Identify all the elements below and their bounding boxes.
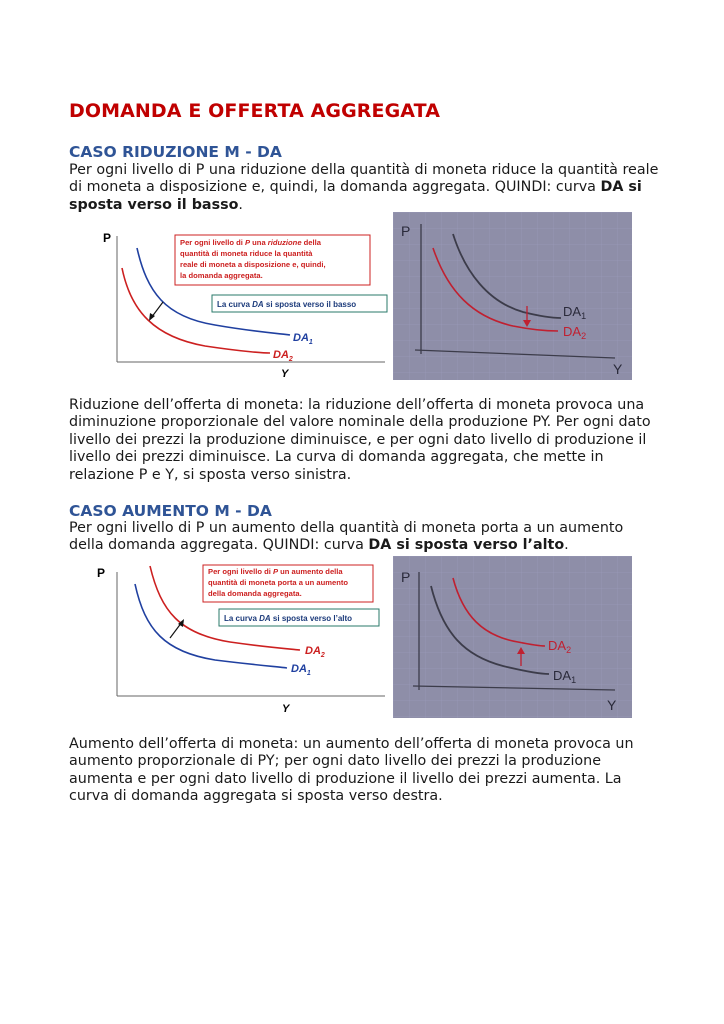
photo2-label-da1: $DA_1$ — [553, 668, 577, 685]
section2-intro — [69, 520, 659, 555]
photo1-ylabel: P — [401, 223, 411, 239]
chart2-note-line2: quantità di moneta porta a un aumento — [208, 578, 349, 587]
section2-intro-text: Per ogni livello di P un aumento della quantità di moneta porta a un aumento della domanda aggregata. QUINDI: curva — [69, 520, 624, 554]
section1-intro-end: . — [238, 196, 243, 213]
chart2-shift-text: La curva DA si sposta verso l’alto — [224, 614, 353, 623]
page-title: DOMANDA E OFFERTA AGGREGATA — [69, 100, 441, 122]
chart2-label-da2: $DA_2$ — [305, 645, 325, 659]
photo2-grid — [393, 556, 632, 718]
section1-intro — [69, 162, 659, 214]
chart-increase — [95, 562, 395, 722]
photo1-xlabel: Y — [613, 361, 623, 377]
chart2-note-line3: della domanda aggregata. — [208, 589, 302, 598]
chart1-shift-text: La curva DA si sposta verso il basso — [217, 300, 357, 309]
photo1-label-da2: $DA_2$ — [563, 324, 587, 341]
chart1-label-da2: $DA_2$ — [273, 349, 293, 363]
photo1-label-da1: $DA_1$ — [563, 304, 587, 321]
chart-reduction — [95, 222, 395, 382]
section2-paragraph: Aumento dell’offerta di moneta: un aumento dell’offerta di moneta provoca un aumento proporzionale di PY; per ogni dato livello dei prezzi la produzione aumenta e per ogni dato livello di produzione il livello dei prezzi aumenta. La curva di domanda aggregata si sposta verso destra. — [69, 736, 634, 805]
chart1-note-line1: Per ogni livello di P una riduzione della — [180, 238, 321, 247]
chart2-xlabel: Y — [282, 703, 290, 715]
section2-intro-end: . — [564, 537, 569, 554]
section1-intro-text: Per ogni livello di P una riduzione della quantità di moneta riduce la quantità reale di moneta a disposizione e, quindi, la domanda aggregata. QUINDI: curva — [69, 162, 659, 196]
chart1-ylabel: P — [103, 231, 112, 245]
section1-paragraph: Riduzione dell’offerta di moneta: la riduzione dell’offerta di moneta provoca una diminuzione proporzionale del valore nominale della produzione PY. Per ogni dato livello dei prezzi la produzione diminuisce, e per ogni dato livello di produzione il livello dei prezzi diminuisce. La curva di domanda aggregata, che mette in relazione P e Y, si sposta verso sinistra. — [69, 397, 651, 483]
chart1-note-line2: quantità di moneta riduce la quantità — [180, 249, 313, 258]
photo2-label-da2: $DA_2$ — [548, 638, 572, 655]
photo1-grid — [393, 212, 632, 380]
chart1-xlabel: Y — [281, 368, 289, 380]
photo2-ylabel: P — [401, 569, 411, 585]
section1-heading: CASO RIDUZIONE M - DA — [69, 143, 282, 161]
chart1-note-line4: la domanda aggregata. — [180, 271, 263, 280]
photo-reduction — [393, 212, 632, 380]
chart1-note-line3: reale di moneta a disposizione e, quindi, — [180, 260, 326, 269]
chart2-label-da1: $DA_1$ — [291, 663, 311, 677]
section2-heading: CASO AUMENTO M - DA — [69, 502, 272, 520]
chart2-ylabel: P — [97, 566, 106, 580]
chart2-note-line1: Per ogni livello di P un aumento della — [208, 567, 343, 576]
section1-intro-bold: DA si sposta verso il basso — [69, 179, 642, 213]
photo-increase — [393, 556, 632, 718]
photo2-xlabel: Y — [607, 697, 617, 713]
section2-intro-bold: DA si sposta verso l’alto — [368, 537, 565, 554]
chart1-label-da1: $DA_1$ — [293, 332, 313, 346]
